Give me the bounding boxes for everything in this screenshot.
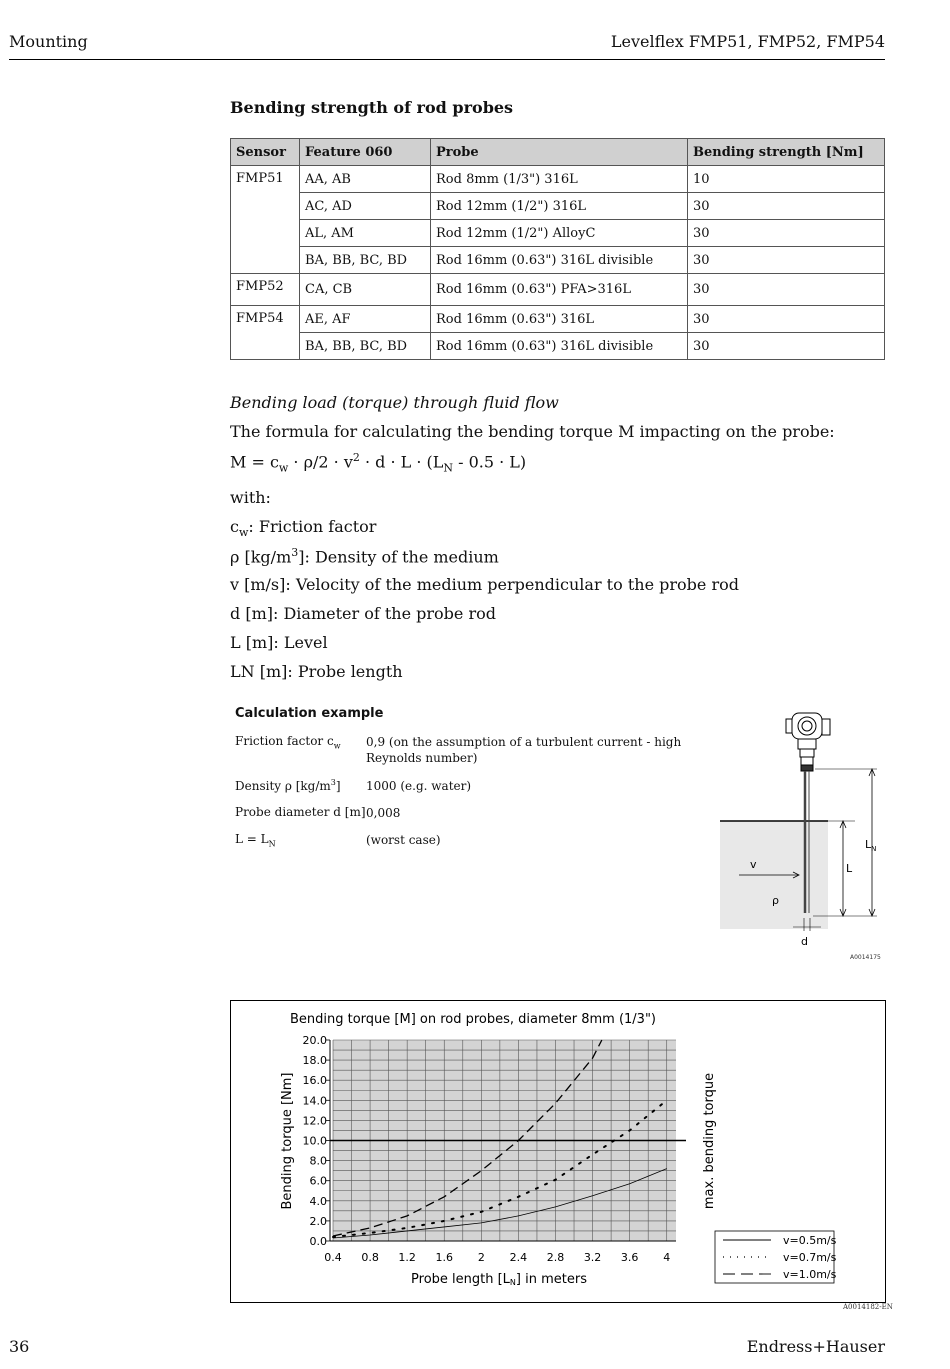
x-axis-label: Probe length [LN] in meters — [411, 1272, 587, 1287]
page-number: 36 — [9, 1337, 30, 1356]
y-tick-label: 14.0 — [302, 1094, 327, 1108]
label-subscript: N — [268, 839, 276, 849]
calc-value-friction: 0,9 (on the assumption of a turbulent current - high Reynolds number) — [366, 735, 682, 765]
y-tick-label: 20.0 — [302, 1034, 327, 1047]
feature-cell: AE, AF — [300, 306, 431, 333]
formula-part: · d · L · (L — [359, 452, 444, 472]
chart-code: A0014182-EN — [843, 1303, 893, 1311]
strength-cell: 30 — [688, 306, 885, 333]
probe-cell: Rod 16mm (0.63") 316L — [431, 306, 688, 333]
symbol: ρ [kg/m — [230, 547, 292, 567]
max-torque-label: max. bending torque — [702, 1072, 717, 1210]
chart-title: Bending torque [M] on rod probes, diameter 8mm (1/3") — [289, 1012, 657, 1027]
subsection-title: Bending load (torque) through fluid flow — [230, 393, 559, 412]
table-row — [231, 193, 885, 220]
feature-cell: AL, AM — [300, 220, 431, 247]
feature-cell: AC, AD — [300, 193, 431, 220]
formula-part: - 0.5 · L) — [453, 452, 527, 472]
probe-cell: Rod 16mm (0.63") PFA>316L — [431, 274, 688, 306]
bending-torque-chart — [231, 1001, 885, 1302]
sensor-cell: FMP51 — [231, 166, 300, 274]
feature-cell: BA, BB, BC, BD — [300, 247, 431, 274]
formula-part: · ρ/2 · v — [288, 452, 353, 472]
definition-d: d [m]: Diameter of the probe rod — [230, 604, 496, 623]
legend-label: v=0.7m/s — [783, 1251, 837, 1264]
strength-cell: 30 — [688, 333, 885, 360]
x-tick-labels — [324, 1251, 670, 1264]
x-tick-label: 2 — [477, 1251, 485, 1264]
y-axis-label: Bending torque [Nm] — [280, 1072, 295, 1210]
running-header-product: Levelflex FMP51, FMP52, FMP54 — [610, 32, 885, 51]
y-tick-label: 0.0 — [309, 1235, 327, 1248]
feature-cell: AA, AB — [300, 166, 431, 193]
strength-cell: 30 — [688, 247, 885, 274]
x-tick-label: 0.8 — [361, 1251, 379, 1264]
formula-superscript-2: 2 — [352, 451, 360, 464]
y-tick-label: 16.0 — [302, 1074, 327, 1088]
header-rule — [9, 59, 885, 60]
column-header-strength: Bending strength [Nm] — [688, 139, 885, 166]
sensor-cell: FMP52 — [231, 274, 300, 306]
label-rho: ρ — [772, 894, 779, 907]
y-tick-label: 12.0 — [302, 1114, 327, 1128]
column-header-sensor: Sensor — [231, 139, 300, 166]
y-tick-label: 8.0 — [309, 1154, 327, 1168]
definition-text: : Friction factor — [248, 517, 377, 536]
label-d: d — [801, 935, 808, 948]
footer-brand: Endress+Hauser — [746, 1337, 885, 1356]
transmitter-housing — [786, 713, 830, 771]
table-row — [231, 333, 885, 360]
calc-label-level — [235, 832, 276, 848]
y-tick-label: 10.0 — [302, 1134, 327, 1148]
x-tick-label: 3.2 — [583, 1251, 602, 1264]
x-tick-label: 1.2 — [398, 1251, 416, 1264]
bending-strength-table — [230, 138, 885, 360]
x-tick-label: 2.8 — [546, 1251, 565, 1264]
strength-cell: 30 — [688, 274, 885, 306]
y-tick-labels — [303, 1034, 331, 1248]
label-superscript: 3 — [330, 778, 336, 787]
chart-frame — [230, 1000, 886, 1303]
running-header-section: Mounting — [9, 32, 88, 51]
label-text: Density ρ [kg/m — [235, 779, 331, 793]
x-tick-label: 0.4 — [324, 1251, 342, 1264]
label-l: L — [846, 862, 853, 875]
table-row — [231, 274, 885, 306]
formula-intro: The formula for calculating the bending torque M impacting on the probe: — [230, 422, 835, 441]
calc-value-diameter: 0,008 — [366, 806, 401, 820]
probe-cell: Rod 16mm (0.63") 316L divisible — [431, 247, 688, 274]
calc-value-density: 1000 (e.g. water) — [366, 779, 472, 793]
probe-cell: Rod 16mm (0.63") 316L divisible — [431, 333, 688, 360]
symbol: c — [230, 517, 239, 536]
calc-label-diameter: Probe diameter d [m] — [235, 805, 366, 819]
definition-l: L [m]: Level — [230, 633, 328, 652]
probe-cell: Rod 12mm (1/2") 316L — [431, 193, 688, 220]
x-tick-label: 2.4 — [509, 1251, 528, 1264]
y-tick-label: 4.0 — [309, 1194, 327, 1208]
table-row — [231, 166, 885, 193]
column-header-probe: Probe — [431, 139, 688, 166]
table-header-row — [231, 139, 885, 166]
calc-label-density — [235, 778, 341, 793]
definition-text: ]: Density of the medium — [298, 547, 499, 567]
calc-label-friction — [235, 734, 341, 750]
y-tick-label: 6.0 — [309, 1174, 327, 1188]
table-row — [231, 306, 885, 333]
label-subscript: w — [333, 741, 341, 751]
column-header-feature: Feature 060 — [300, 139, 431, 166]
calc-value-level: (worst case) — [366, 833, 441, 847]
table-row — [231, 220, 885, 247]
formula — [230, 451, 526, 475]
formula-subscript-w: w — [278, 461, 289, 475]
symbol-subscript: w — [238, 526, 249, 540]
formula-subscript-n: N — [443, 461, 454, 475]
strength-cell: 10 — [688, 166, 885, 193]
y-tick-label: 2.0 — [309, 1214, 327, 1228]
strength-cell: 30 — [688, 220, 885, 247]
label-v: v — [750, 858, 757, 871]
symbol-superscript: 3 — [291, 546, 299, 559]
legend — [715, 1231, 837, 1283]
x-tick-label: 4 — [663, 1251, 671, 1264]
legend-label: v=1.0m/s — [783, 1268, 837, 1281]
label-text: ] — [335, 779, 341, 793]
x-tick-label: 1.6 — [435, 1251, 453, 1264]
table-row — [231, 247, 885, 274]
probe-cell: Rod 8mm (1/3") 316L — [431, 166, 688, 193]
definition-cw — [230, 517, 376, 539]
feature-cell: BA, BB, BC, BD — [300, 333, 431, 360]
diagram-code: A0014175 — [850, 954, 881, 961]
legend-label: v=0.5m/s — [783, 1234, 837, 1247]
feature-cell: CA, CB — [300, 274, 431, 306]
probe-cell: Rod 12mm (1/2") AlloyC — [431, 220, 688, 247]
strength-cell: 30 — [688, 193, 885, 220]
y-tick-label: 18.0 — [302, 1054, 327, 1068]
probe-diagram — [715, 705, 885, 967]
section-title: Bending strength of rod probes — [230, 98, 514, 117]
definition-ln: LN [m]: Probe length — [230, 662, 403, 681]
label-ln: $L_N$ — [865, 838, 877, 853]
label-text: Friction factor c — [235, 734, 334, 748]
with-label: with: — [230, 488, 271, 507]
label-text: L = L — [235, 832, 269, 846]
definition-v: v [m/s]: Velocity of the medium perpendicular to the probe rod — [230, 575, 739, 594]
sensor-cell: FMP54 — [231, 306, 300, 360]
formula-part: M = c — [230, 452, 279, 472]
calc-example-title: Calculation example — [235, 706, 384, 721]
definition-rho — [230, 546, 499, 566]
x-tick-label: 3.6 — [620, 1251, 639, 1264]
